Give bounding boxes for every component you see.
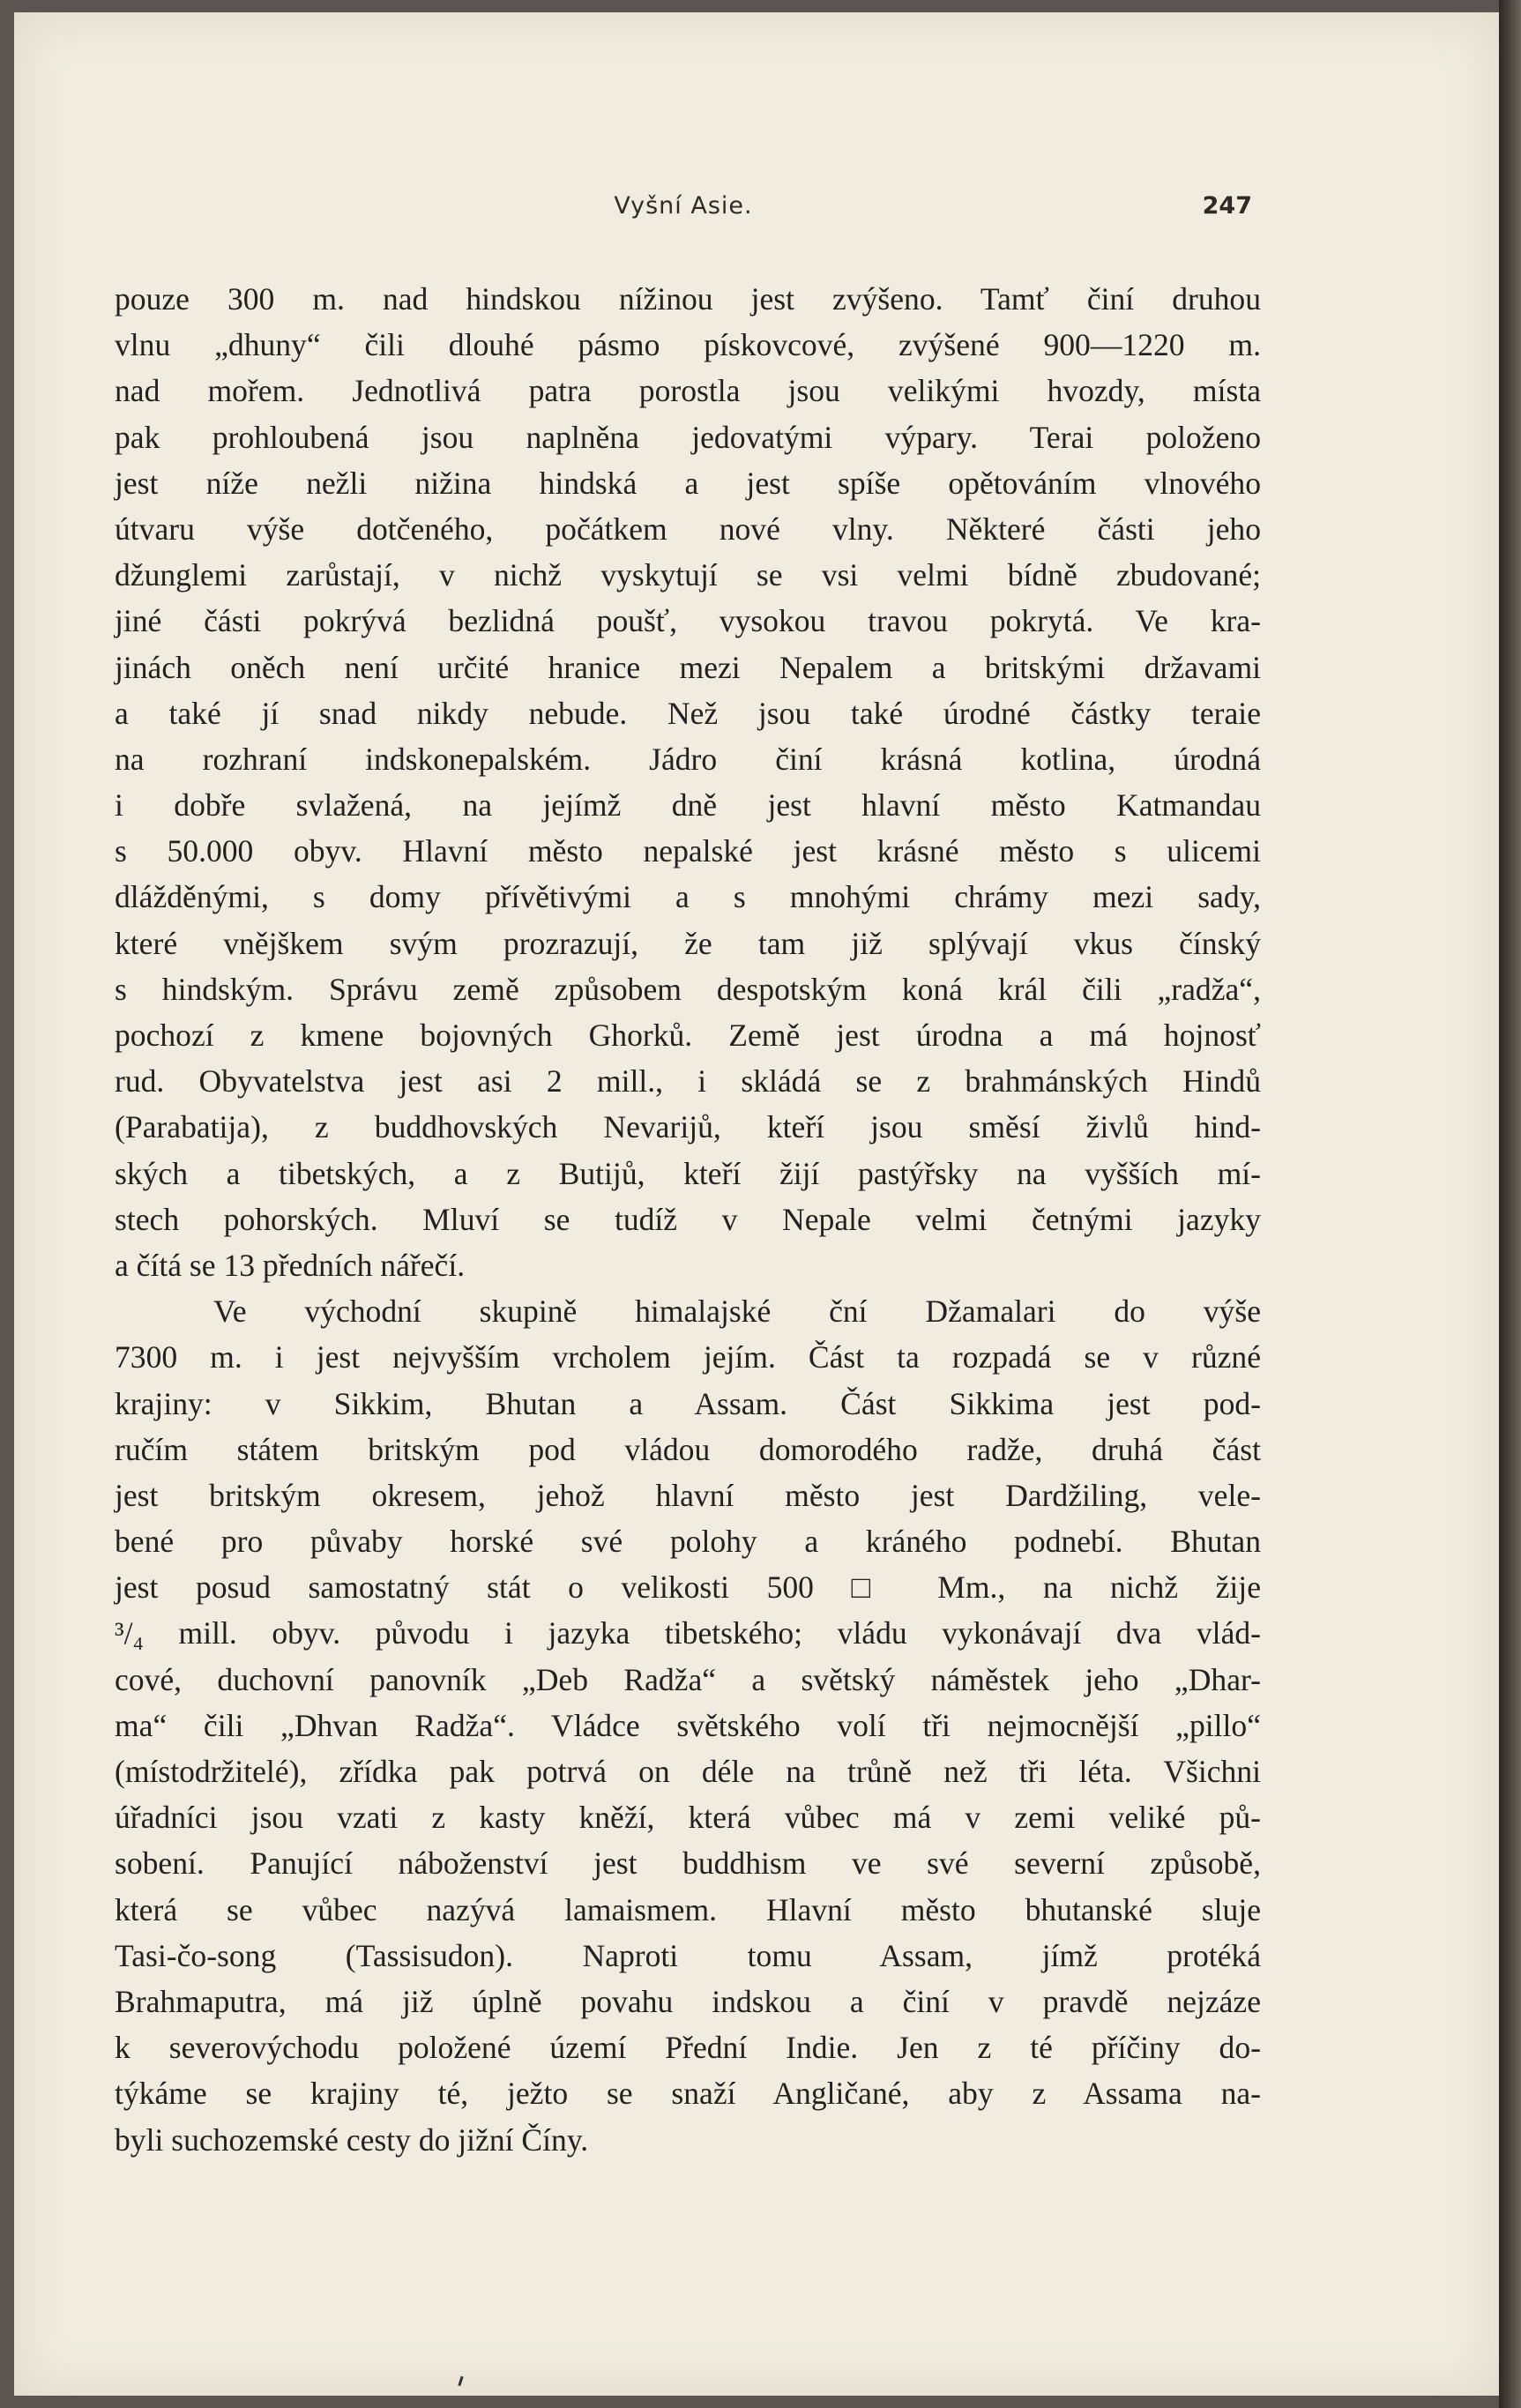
page-edge-shadow bbox=[1499, 0, 1521, 2408]
text-line: na rozhraní indskonepalském. Jádro činí krásná kotlina, úrodná bbox=[115, 741, 1261, 777]
text-line: bené pro půvaby horské své polohy a kráného podnebí. Bhutan bbox=[115, 1524, 1261, 1560]
text-line: (místodržitelé), zřídka pak potrvá on déle na trůně než tři léta. Všichni bbox=[115, 1754, 1261, 1789]
paragraph-start-line: Ve východní skupině himalajské ční Džamalari do výše bbox=[213, 1293, 1261, 1330]
text-line: i dobře svlažená, na jejímž dně jest hlavní město Katmandau bbox=[115, 787, 1261, 824]
text-line: cové, duchovní panovník „Deb Radža“ a světský náměstek jeho „Dhar- bbox=[115, 1661, 1261, 1697]
text-line: pochozí z kmene bojovných Ghorků. Země jest úrodna a má hojnosť bbox=[115, 1018, 1261, 1053]
text-line: útvaru výše dotčeného, počátkem nové vlny. Některé části jeho bbox=[115, 511, 1261, 547]
running-title: Vyšní Asie. bbox=[614, 192, 753, 220]
text-line: ručím státem britským pod vládou domorodého radže, druhá část bbox=[115, 1431, 1261, 1467]
paragraph-end-line: a čítá se 13 předních nářečí. bbox=[115, 1247, 466, 1283]
text-line: Brahmaputra, má již úplně povahu indskou a činí v pravdě nejzáze bbox=[115, 1983, 1261, 2019]
text-line: ma“ čili „Dhvan Radža“. Vládce světského volí tři nejmocnější „pillo“ bbox=[115, 1707, 1261, 1743]
text-line: které vnějškem svým prozrazují, že tam již splývají vkus čínský bbox=[115, 925, 1261, 961]
text-line: Tasi-čo-song (Tassisudon). Naproti tomu Assam, jímž protéká bbox=[115, 1937, 1261, 1973]
text-line: džunglemi zarůstají, v nichž vyskytují se vsi velmi bídně zbudované; bbox=[115, 557, 1261, 593]
text-line: rud. Obyvatelstva jest asi 2 mill., i skládá se z brahmánských Hindů bbox=[115, 1063, 1261, 1100]
text-line: a také jí snad nikdy nebude. Než jsou také úrodné částky teraie bbox=[115, 695, 1261, 731]
page-header bbox=[115, 192, 1252, 227]
text-line: stech pohorských. Mluví se tudíž v Nepale velmi četnými jazyky bbox=[115, 1201, 1261, 1237]
text-line: sobení. Panující náboženství jest buddhism ve své severní způsobě, bbox=[115, 1845, 1261, 1882]
text-line: jest níže nežli nižina hindská a jest spíše opětováním vlnového bbox=[115, 465, 1261, 501]
text-line: krajiny: v Sikkim, Bhutan a Assam. Část Sikkima jest pod- bbox=[115, 1385, 1261, 1421]
text-line: s 50.000 obyv. Hlavní město nepalské jest krásné město s ulicemi bbox=[115, 833, 1261, 869]
text-line: jest posud samostatný stát o velikosti 500 □ Mm., na nichž žije bbox=[115, 1569, 1261, 1606]
text-line: 7300 m. i jest nejvyšším vrcholem jejím. Část ta rozpadá se v různé bbox=[115, 1339, 1261, 1375]
text-line: jinách oněch není určité hranice mezi Nepalem a britskými državami bbox=[115, 649, 1261, 685]
text-line: jest britským okresem, jehož hlavní město jest Dardžiling, vele- bbox=[115, 1477, 1261, 1513]
text-line: dlážděnými, s domy přívětivými a s mnohými chrámy mezi sady, bbox=[115, 879, 1261, 915]
body-text bbox=[115, 276, 1261, 2163]
text-line: ³/₄ mill. obyv. původu i jazyka tibetského; vládu vykonávají dva vlád- bbox=[115, 1615, 1261, 1651]
text-line: ských a tibetských, a z Butijů, kteří žijí pastýřsky na vyšších mí- bbox=[115, 1155, 1261, 1191]
text-line: k severovýchodu položené území Přední Indie. Jen z té příčiny do- bbox=[115, 2030, 1261, 2066]
paragraph-end-line: byli suchozemské cesty do jižní Číny. bbox=[115, 2121, 589, 2158]
text-line: s hindským. Správu země způsobem despotským koná král čili „radža“, bbox=[115, 971, 1261, 1007]
text-line: pouze 300 m. nad hindskou nížinou jest zvýšeno. Tamť činí druhou bbox=[115, 281, 1261, 317]
text-line: pak prohloubená jsou naplněna jedovatými výpary. Terai položeno bbox=[115, 419, 1261, 455]
text-line: týkáme se krajiny té, ježto se snaží Angličané, aby z Assama na- bbox=[115, 2076, 1261, 2112]
text-line: (Parabatija), z buddhovských Nevarijů, kteří jsou směsí živlů hind- bbox=[115, 1109, 1261, 1145]
page-number: 247 bbox=[1202, 192, 1252, 220]
text-line: úřadníci jsou vzati z kasty kněží, která vůbec má v zemi veliké pů- bbox=[115, 1800, 1261, 1836]
text-line: jiné části pokrývá bezlidná poušť, vysokou travou pokrytá. Ve kra- bbox=[115, 603, 1261, 639]
text-line: která se vůbec nazývá lamaismem. Hlavní město bhutanské sluje bbox=[115, 1891, 1261, 1927]
text-line: nad mořem. Jednotlivá patra porostla jsou velikými hvozdy, místa bbox=[115, 373, 1261, 409]
text-line: vlnu „dhuny“ čili dlouhé pásmo pískovcové, zvýšené 900—1220 m. bbox=[115, 327, 1261, 363]
